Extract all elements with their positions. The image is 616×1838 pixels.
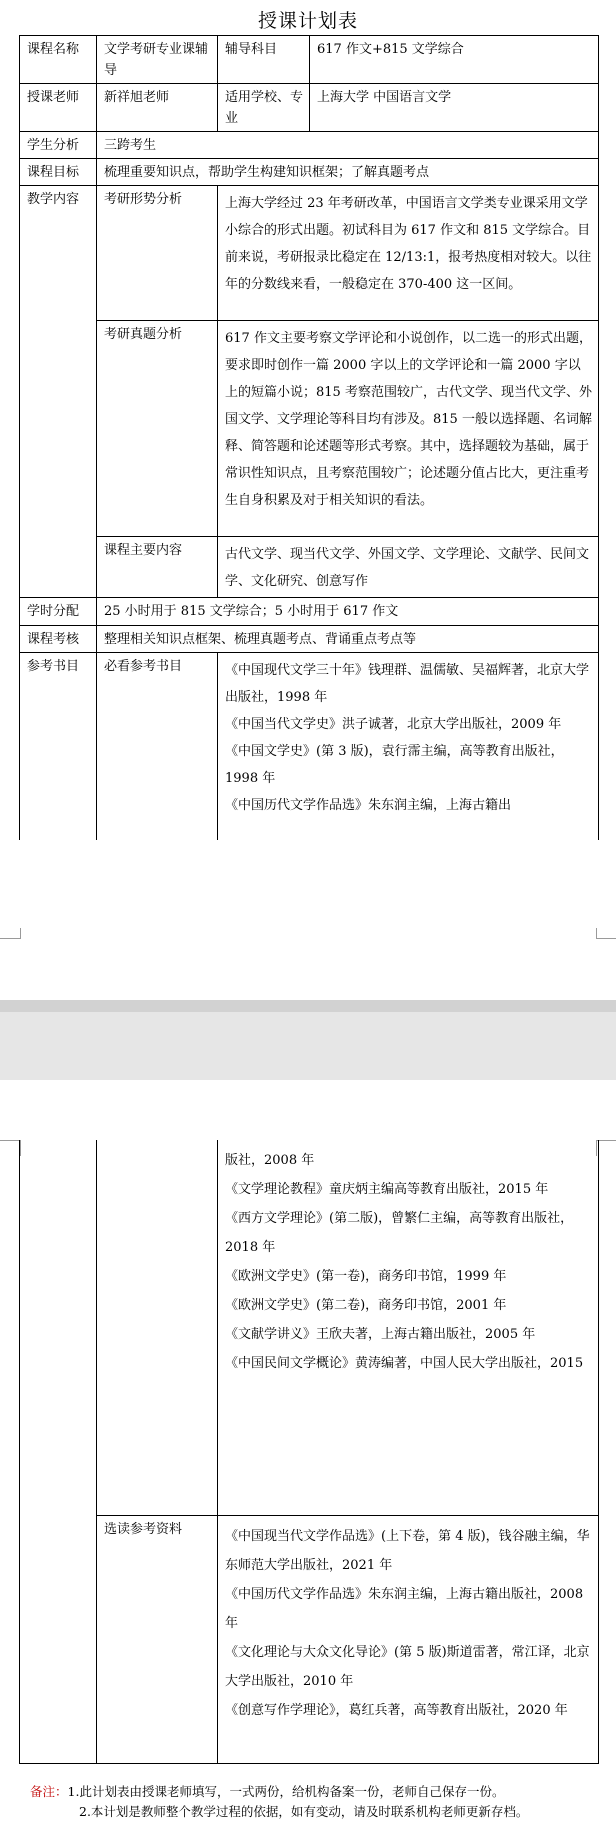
book-entry: 《欧洲文学史》(第一卷)，商务印书馆，1999 年 (225, 1269, 507, 1284)
books-label-cont (20, 1140, 97, 1763)
trend-label: 考研形势分析 (97, 186, 218, 321)
required-books-p2 (218, 1140, 599, 1515)
school-value: 上海大学 中国语言文学 (310, 84, 599, 132)
books-label: 参考书目 (20, 653, 97, 840)
remarks (30, 1782, 528, 1822)
page-separator (0, 1000, 616, 1080)
remark-line-2: 2.本计划是教师整个教学过程的依据，如有变动，请及时联系机构老师更新存档。 (79, 1804, 529, 1819)
subject-label: 辅导科目 (218, 36, 310, 84)
remarks-label: 备注： (30, 1784, 68, 1799)
subject-value: 617 作文+815 文学综合 (310, 36, 599, 84)
student-value: 三跨考生 (97, 132, 599, 159)
required-books-cont-label (97, 1140, 218, 1515)
hours-value: 25 小时用于 815 文学综合；5 小时用于 617 作文 (97, 598, 599, 626)
content-label: 教学内容 (20, 186, 97, 598)
exam-label: 考研真题分析 (97, 321, 218, 537)
plan-table-page-2 (19, 1140, 599, 1764)
book-entry: 《中国现代文学三十年》钱理群、温儒敏、吴福辉著，北京大学出版社，1998 年 (225, 663, 590, 705)
book-entry: 《欧洲文学史》(第二卷)，商务印书馆，2001 年 (225, 1298, 507, 1313)
student-label: 学生分析 (20, 132, 97, 159)
course-name-label: 课程名称 (20, 36, 97, 84)
optional-books (218, 1515, 599, 1763)
school-label: 适用学校、专业 (218, 84, 310, 132)
teacher-label: 授课老师 (20, 84, 97, 132)
book-entry: 《文献学讲义》王欣夫著，上海古籍出版社，2005 年 (225, 1327, 536, 1342)
book-entry: 《中国历代文学作品选》朱东润主编，上海古籍出 (225, 798, 512, 813)
required-books-p1 (218, 653, 599, 840)
teacher-value: 新祥旭老师 (97, 84, 218, 132)
assess-label: 课程考核 (20, 626, 97, 653)
hours-label: 学时分配 (20, 598, 97, 626)
book-entry: 版社，2008 年 (225, 1153, 315, 1168)
required-books-label: 必看参考书目 (97, 653, 218, 840)
optional-books-label: 选读参考资料 (97, 1515, 218, 1763)
page-title: 授课计划表 (257, 10, 358, 32)
remark-line-1: 1.此计划表由授课老师填写，一式两份，给机构备案一份，老师自己保存一份。 (67, 1784, 505, 1799)
book-entry: 《创意写作学理论》，葛红兵著，高等教育出版社，2020 年 (225, 1702, 568, 1718)
course-name-value: 文学考研专业课辅导 (97, 36, 218, 84)
book-entry: 《中国历代文学作品选》朱东润主编，上海古籍出版社，2008 年 (225, 1586, 584, 1631)
book-entry: 《中国民间文学概论》黄涛编著，中国人民大学出版社，2015 (225, 1356, 584, 1371)
book-entry: 《中国文学史》(第 3 版)，袁行霈主编，高等教育出版社，1998 年 (225, 744, 564, 786)
assess-value: 整理相关知识点框架、梳理真题考点、背诵重点考点等 (97, 626, 599, 653)
book-entry: 《中国当代文学史》洪子诚著，北京大学出版社，2009 年 (225, 717, 562, 732)
book-entry: 《中国现当代文学作品选》(上下卷，第 4 版)，钱谷融主编，华东师范大学出版社，2021 年 (225, 1528, 590, 1573)
book-entry: 《文化理论与大众文化导论》(第 5 版)斯道雷著，常江译，北京大学出版社，2010 年 (225, 1644, 590, 1689)
book-entry: 《文学理论教程》童庆炳主编高等教育出版社，2015 年 (225, 1182, 549, 1197)
main-content-label: 课程主要内容 (97, 537, 218, 598)
goal-label: 课程目标 (20, 159, 97, 186)
page-corner-mark (596, 928, 616, 939)
book-entry: 《西方文学理论》(第二版)，曾繁仁主编，高等教育出版社，2018 年 (225, 1211, 574, 1255)
main-content-text: 古代文学、现当代文学、外国文学、文学理论、文献学、民间文学、文化研究、创意写作 (218, 537, 599, 598)
page-corner-mark (0, 928, 21, 939)
plan-table-page-1 (19, 35, 599, 840)
page-corner-mark (596, 1140, 616, 1156)
exam-text: 617 作文主要考察文学评论和小说创作，以二选一的形式出题，要求即时创作一篇 2000 字以上的文学评论和一篇 2000 字以上的短篇小说；815 考察范围较广，古代文学、现当代文学、外国文学、文学理论等科目均有涉及。815 一般以选择题、名词解释、简答题和论述题等形式考察。其中，选择题较为基础，属于常识性知识点，且考察范围较广；论述题分值占比大，更注重考生自身积累及对于相关知识的看法。 (218, 321, 599, 537)
page-corner-mark (0, 1140, 21, 1156)
trend-text: 上海大学经过 23 年考研改革，中国语言文学类专业课采用文学小综合的形式出题。初试科目为 617 作文和 815 文学综合。目前来说，考研报录比稳定在 12/13:1，报考热度相对较大。以往年的分数线来看，一般稳定在 370-400 这一区间。 (218, 186, 599, 321)
goal-value: 梳理重要知识点，帮助学生构建知识框架；了解真题考点 (97, 159, 599, 186)
